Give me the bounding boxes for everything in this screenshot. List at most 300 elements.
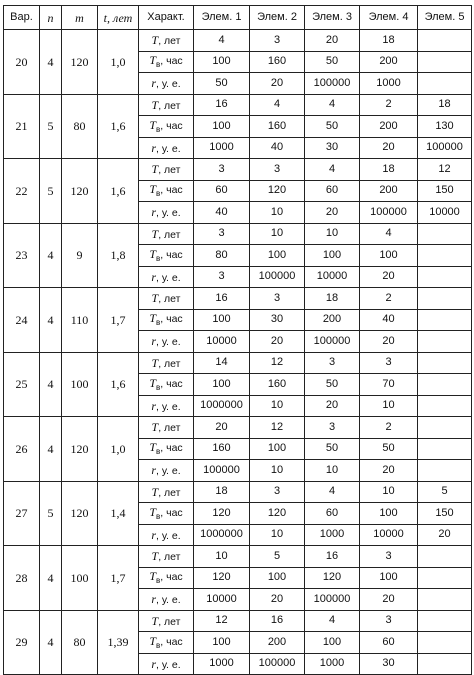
characteristic-cell bbox=[139, 223, 194, 245]
characteristic-unit: , у. е. bbox=[156, 465, 181, 477]
element-5-value: 20 bbox=[418, 524, 472, 546]
element-2-value: 16 bbox=[250, 610, 305, 632]
characteristic-symbol: T bbox=[149, 569, 157, 584]
characteristic-unit: , лет bbox=[158, 228, 181, 241]
header-n: n bbox=[40, 6, 62, 30]
element-1-value: 10000 bbox=[194, 331, 250, 353]
element-3-value: 18 bbox=[305, 288, 360, 310]
characteristic-symbol: r bbox=[151, 205, 157, 219]
element-4-value: 4 bbox=[360, 223, 418, 245]
element-4-value: 100 bbox=[360, 567, 418, 589]
element-2-value: 10 bbox=[250, 524, 305, 546]
element-2-value: 100 bbox=[250, 567, 305, 589]
element-1-value: 50 bbox=[194, 73, 250, 95]
characteristic-symbol: r bbox=[151, 398, 157, 413]
characteristic-unit: , у. е. bbox=[156, 142, 181, 155]
characteristic-symbol: T bbox=[151, 162, 159, 176]
characteristic-unit: , час bbox=[160, 571, 183, 584]
element-4-value: 20 bbox=[360, 266, 418, 288]
header-element-4: Элем. 4 bbox=[360, 6, 418, 30]
element-5-value bbox=[418, 374, 472, 396]
element-1-value: 120 bbox=[194, 503, 250, 525]
element-4-value: 3 bbox=[360, 352, 418, 374]
element-3-value: 4 bbox=[305, 610, 360, 632]
characteristic-symbol: T bbox=[151, 549, 159, 563]
element-2-value: 120 bbox=[250, 180, 305, 202]
m-cell: 9 bbox=[62, 223, 98, 288]
characteristic-unit: , час bbox=[160, 506, 183, 519]
element-5-value: 130 bbox=[418, 116, 472, 138]
element-4-value: 2 bbox=[360, 417, 418, 439]
characteristic-cell bbox=[139, 546, 194, 568]
m-cell: 110 bbox=[62, 288, 98, 353]
m-cell: 120 bbox=[62, 159, 98, 224]
element-4-value: 20 bbox=[360, 460, 418, 482]
characteristic-symbol: r bbox=[151, 334, 157, 348]
characteristic-cell bbox=[139, 567, 194, 589]
characteristic-subscript: в bbox=[156, 60, 161, 70]
element-1-value: 10000 bbox=[194, 589, 250, 611]
element-2-value: 5 bbox=[250, 546, 305, 568]
element-5-value bbox=[418, 567, 472, 589]
characteristic-cell bbox=[139, 653, 194, 675]
t-cell: 1,6 bbox=[98, 159, 139, 224]
characteristic-unit: , у. е. bbox=[156, 78, 181, 90]
element-5-value: 5 bbox=[418, 481, 472, 503]
characteristic-cell bbox=[139, 245, 194, 267]
t-cell: 1,0 bbox=[98, 417, 139, 482]
element-4-value: 3 bbox=[360, 546, 418, 568]
characteristic-unit: , у. е. bbox=[156, 594, 181, 606]
n-cell: 4 bbox=[40, 30, 62, 95]
element-1-value: 1000 bbox=[194, 653, 250, 675]
element-3-value: 60 bbox=[305, 503, 360, 525]
characteristic-symbol: T bbox=[149, 504, 157, 519]
element-1-value: 4 bbox=[194, 30, 250, 52]
variant-number-cell: 27 bbox=[4, 481, 40, 546]
element-3-value: 4 bbox=[305, 481, 360, 503]
characteristic-unit: , час bbox=[160, 55, 183, 68]
element-2-value: 20 bbox=[250, 589, 305, 611]
element-4-value: 10 bbox=[360, 395, 418, 417]
element-4-value: 200 bbox=[360, 180, 418, 202]
element-5-value bbox=[418, 460, 472, 482]
element-5-value: 12 bbox=[418, 159, 472, 181]
variant-number-cell: 20 bbox=[4, 30, 40, 95]
characteristic-symbol: T bbox=[149, 117, 157, 132]
element-3-value: 16 bbox=[305, 546, 360, 568]
element-5-value bbox=[418, 51, 472, 73]
characteristic-cell bbox=[139, 202, 194, 224]
element-1-value: 3 bbox=[194, 223, 250, 245]
element-3-value: 1000 bbox=[305, 524, 360, 546]
characteristic-unit: , у. е. bbox=[156, 336, 181, 348]
characteristic-symbol: r bbox=[151, 140, 157, 155]
element-5-value bbox=[418, 589, 472, 611]
variant-number-cell: 24 bbox=[4, 288, 40, 353]
header-row bbox=[4, 6, 472, 30]
element-3-value: 200 bbox=[305, 309, 360, 331]
element-2-value: 100000 bbox=[250, 653, 305, 675]
element-5-value bbox=[418, 417, 472, 439]
element-1-value: 160 bbox=[194, 438, 250, 460]
element-5-value bbox=[418, 632, 472, 654]
characteristic-unit: , лет bbox=[158, 551, 181, 563]
element-1-value: 100 bbox=[194, 309, 250, 331]
n-cell: 4 bbox=[40, 223, 62, 288]
characteristic-cell bbox=[139, 524, 194, 546]
element-3-value: 10000 bbox=[305, 266, 360, 288]
characteristic-subscript: в bbox=[156, 640, 161, 650]
element-1-value: 60 bbox=[194, 180, 250, 202]
element-2-value: 200 bbox=[250, 632, 305, 654]
element-1-value: 1000000 bbox=[194, 395, 250, 417]
element-3-value: 100000 bbox=[305, 73, 360, 95]
t-cell: 1,4 bbox=[98, 481, 139, 546]
characteristic-symbol: T bbox=[149, 246, 157, 261]
characteristic-cell bbox=[139, 288, 194, 310]
element-2-value: 20 bbox=[250, 73, 305, 95]
element-5-value bbox=[418, 288, 472, 310]
element-5-value: 100000 bbox=[418, 137, 472, 159]
characteristic-symbol: T bbox=[151, 33, 159, 47]
element-3-value: 30 bbox=[305, 137, 360, 159]
characteristic-symbol: T bbox=[151, 291, 159, 305]
variant-number-cell: 25 bbox=[4, 352, 40, 417]
characteristic-subscript: в bbox=[156, 576, 161, 586]
m-cell: 80 bbox=[62, 610, 98, 675]
element-4-value: 70 bbox=[360, 374, 418, 396]
header-element-1: Элем. 1 bbox=[194, 6, 250, 30]
element-3-value: 50 bbox=[305, 374, 360, 396]
element-4-value: 100 bbox=[360, 245, 418, 267]
element-1-value: 10 bbox=[194, 546, 250, 568]
characteristic-symbol: r bbox=[151, 656, 157, 671]
element-3-value: 100 bbox=[305, 245, 360, 267]
characteristic-symbol: T bbox=[149, 182, 157, 197]
characteristic-unit: , у. е. bbox=[156, 207, 181, 219]
characteristic-subscript: в bbox=[156, 447, 161, 457]
characteristic-symbol: T bbox=[149, 440, 157, 455]
characteristic-unit: , лет bbox=[158, 615, 181, 628]
characteristic-cell bbox=[139, 30, 194, 52]
element-4-value: 100000 bbox=[360, 202, 418, 224]
characteristic-unit: , у. е. bbox=[156, 658, 181, 671]
m-cell: 120 bbox=[62, 30, 98, 95]
element-4-value: 18 bbox=[360, 159, 418, 181]
element-1-value: 100 bbox=[194, 632, 250, 654]
element-5-value bbox=[418, 546, 472, 568]
characteristic-cell bbox=[139, 481, 194, 503]
element-3-value: 100 bbox=[305, 632, 360, 654]
element-1-value: 40 bbox=[194, 202, 250, 224]
element-3-value: 120 bbox=[305, 567, 360, 589]
m-cell: 120 bbox=[62, 417, 98, 482]
characteristic-cell bbox=[139, 116, 194, 138]
characteristic-cell bbox=[139, 460, 194, 482]
element-5-value bbox=[418, 266, 472, 288]
element-1-value: 16 bbox=[194, 94, 250, 116]
t-cell: 1,8 bbox=[98, 223, 139, 288]
element-2-value: 20 bbox=[250, 331, 305, 353]
element-4-value: 3 bbox=[360, 610, 418, 632]
characteristic-symbol: T bbox=[149, 633, 157, 648]
characteristic-cell bbox=[139, 610, 194, 632]
element-3-value: 100000 bbox=[305, 331, 360, 353]
characteristic-subscript: в bbox=[156, 318, 161, 328]
header-characteristic: Характ. bbox=[139, 6, 194, 30]
element-5-value: 10000 bbox=[418, 202, 472, 224]
characteristic-cell bbox=[139, 94, 194, 116]
element-1-value: 16 bbox=[194, 288, 250, 310]
element-4-value: 18 bbox=[360, 30, 418, 52]
characteristic-subscript: в bbox=[156, 189, 161, 199]
element-1-value: 100000 bbox=[194, 460, 250, 482]
element-1-value: 120 bbox=[194, 567, 250, 589]
characteristic-symbol: T bbox=[151, 226, 159, 241]
table-row bbox=[4, 159, 472, 181]
characteristic-cell bbox=[139, 395, 194, 417]
element-4-value: 30 bbox=[360, 653, 418, 675]
n-cell: 4 bbox=[40, 288, 62, 353]
element-1-value: 1000000 bbox=[194, 524, 250, 546]
element-1-value: 100 bbox=[194, 51, 250, 73]
characteristic-unit: , у. е. bbox=[156, 529, 181, 542]
element-4-value: 10 bbox=[360, 481, 418, 503]
characteristic-symbol: r bbox=[151, 527, 157, 542]
characteristic-cell bbox=[139, 266, 194, 288]
element-1-value: 80 bbox=[194, 245, 250, 267]
m-cell: 100 bbox=[62, 352, 98, 417]
element-2-value: 3 bbox=[250, 288, 305, 310]
characteristic-symbol: r bbox=[151, 592, 157, 606]
header-element-5: Элем. 5 bbox=[418, 6, 472, 30]
element-3-value: 50 bbox=[305, 51, 360, 73]
element-2-value: 160 bbox=[250, 374, 305, 396]
characteristic-unit: , у. е. bbox=[156, 271, 181, 284]
element-4-value: 200 bbox=[360, 116, 418, 138]
element-5-value: 150 bbox=[418, 180, 472, 202]
element-1-value: 100 bbox=[194, 374, 250, 396]
element-3-value: 100000 bbox=[305, 589, 360, 611]
characteristic-cell bbox=[139, 331, 194, 353]
characteristic-unit: , у. е. bbox=[156, 400, 181, 413]
variant-number-cell: 21 bbox=[4, 94, 40, 159]
table-body bbox=[4, 30, 472, 675]
characteristic-symbol: T bbox=[151, 355, 159, 370]
characteristic-cell bbox=[139, 309, 194, 331]
element-4-value: 200 bbox=[360, 51, 418, 73]
t-cell: 1,0 bbox=[98, 30, 139, 95]
element-2-value: 160 bbox=[250, 51, 305, 73]
t-cell: 1,6 bbox=[98, 352, 139, 417]
element-2-value: 3 bbox=[250, 481, 305, 503]
table-row bbox=[4, 352, 472, 374]
element-3-value: 50 bbox=[305, 116, 360, 138]
element-5-value: 150 bbox=[418, 503, 472, 525]
element-4-value: 10000 bbox=[360, 524, 418, 546]
characteristic-cell bbox=[139, 352, 194, 374]
t-cell: 1,7 bbox=[98, 546, 139, 611]
element-5-value bbox=[418, 395, 472, 417]
element-1-value: 12 bbox=[194, 610, 250, 632]
characteristic-symbol: r bbox=[151, 76, 157, 90]
element-5-value bbox=[418, 73, 472, 95]
variant-number-cell: 28 bbox=[4, 546, 40, 611]
characteristic-unit: , час bbox=[160, 313, 183, 326]
table-row bbox=[4, 546, 472, 568]
element-3-value: 10 bbox=[305, 460, 360, 482]
element-3-value: 10 bbox=[305, 223, 360, 245]
element-2-value: 10 bbox=[250, 460, 305, 482]
characteristic-cell bbox=[139, 51, 194, 73]
m-cell: 80 bbox=[62, 94, 98, 159]
characteristic-cell bbox=[139, 137, 194, 159]
characteristic-symbol: T bbox=[151, 613, 159, 628]
characteristic-symbol: r bbox=[151, 463, 157, 477]
characteristic-unit: , лет bbox=[158, 293, 181, 305]
element-3-value: 60 bbox=[305, 180, 360, 202]
element-4-value: 2 bbox=[360, 288, 418, 310]
variant-number-cell: 23 bbox=[4, 223, 40, 288]
element-2-value: 12 bbox=[250, 417, 305, 439]
element-1-value: 20 bbox=[194, 417, 250, 439]
characteristic-unit: , лет bbox=[158, 486, 181, 499]
element-4-value: 60 bbox=[360, 632, 418, 654]
characteristic-unit: , час bbox=[160, 184, 183, 197]
element-1-value: 100 bbox=[194, 116, 250, 138]
t-cell: 1,6 bbox=[98, 94, 139, 159]
element-2-value: 3 bbox=[250, 159, 305, 181]
element-1-value: 14 bbox=[194, 352, 250, 374]
element-4-value: 1000 bbox=[360, 73, 418, 95]
characteristic-symbol: T bbox=[151, 420, 159, 434]
header-t: t, лет bbox=[98, 6, 139, 30]
element-2-value: 4 bbox=[250, 94, 305, 116]
characteristic-symbol: T bbox=[149, 311, 157, 326]
characteristic-symbol: T bbox=[151, 484, 159, 499]
element-2-value: 12 bbox=[250, 352, 305, 374]
characteristic-unit: , час bbox=[160, 442, 183, 455]
element-2-value: 160 bbox=[250, 116, 305, 138]
element-5-value bbox=[418, 245, 472, 267]
element-4-value: 50 bbox=[360, 438, 418, 460]
table-row bbox=[4, 223, 472, 245]
table-row bbox=[4, 417, 472, 439]
t-cell: 1,7 bbox=[98, 288, 139, 353]
element-4-value: 2 bbox=[360, 94, 418, 116]
characteristic-unit: , час bbox=[160, 119, 183, 132]
n-cell: 4 bbox=[40, 546, 62, 611]
element-4-value: 20 bbox=[360, 589, 418, 611]
t-cell: 1,39 bbox=[98, 610, 139, 675]
element-5-value bbox=[418, 331, 472, 353]
element-2-value: 100 bbox=[250, 245, 305, 267]
characteristic-subscript: в bbox=[156, 511, 161, 521]
characteristic-symbol: T bbox=[149, 53, 157, 68]
element-2-value: 30 bbox=[250, 309, 305, 331]
characteristic-subscript: в bbox=[156, 382, 161, 392]
element-2-value: 10 bbox=[250, 223, 305, 245]
element-1-value: 18 bbox=[194, 481, 250, 503]
n-cell: 4 bbox=[40, 352, 62, 417]
element-2-value: 100 bbox=[250, 438, 305, 460]
characteristic-cell bbox=[139, 159, 194, 181]
element-1-value: 1000 bbox=[194, 137, 250, 159]
element-2-value: 40 bbox=[250, 137, 305, 159]
table-row bbox=[4, 30, 472, 52]
n-cell: 5 bbox=[40, 159, 62, 224]
characteristic-cell bbox=[139, 503, 194, 525]
variant-number-cell: 29 bbox=[4, 610, 40, 675]
characteristic-symbol: T bbox=[149, 375, 157, 390]
n-cell: 5 bbox=[40, 94, 62, 159]
characteristic-unit: , лет bbox=[158, 164, 181, 176]
element-5-value: 18 bbox=[418, 94, 472, 116]
characteristic-cell bbox=[139, 438, 194, 460]
element-4-value: 20 bbox=[360, 137, 418, 159]
variant-number-cell: 22 bbox=[4, 159, 40, 224]
characteristic-unit: , час bbox=[160, 377, 183, 390]
element-2-value: 100000 bbox=[250, 266, 305, 288]
element-3-value: 1000 bbox=[305, 653, 360, 675]
characteristic-unit: , лет bbox=[158, 357, 181, 370]
n-cell: 4 bbox=[40, 610, 62, 675]
table-row bbox=[4, 288, 472, 310]
element-5-value bbox=[418, 223, 472, 245]
header-variant: Вар. bbox=[4, 6, 40, 30]
header-m: m bbox=[62, 6, 98, 30]
characteristic-symbol: T bbox=[151, 97, 159, 112]
element-5-value bbox=[418, 30, 472, 52]
characteristic-cell bbox=[139, 73, 194, 95]
header-element-2: Элем. 2 bbox=[250, 6, 305, 30]
reliability-variants-table bbox=[3, 5, 472, 675]
element-3-value: 3 bbox=[305, 417, 360, 439]
characteristic-unit: , час bbox=[160, 248, 183, 261]
characteristic-unit: , лет bbox=[158, 99, 181, 112]
characteristic-symbol: r bbox=[151, 269, 157, 284]
characteristic-cell bbox=[139, 417, 194, 439]
element-4-value: 20 bbox=[360, 331, 418, 353]
table-row bbox=[4, 94, 472, 116]
m-cell: 120 bbox=[62, 481, 98, 546]
element-3-value: 20 bbox=[305, 30, 360, 52]
element-5-value bbox=[418, 438, 472, 460]
header-element-3: Элем. 3 bbox=[305, 6, 360, 30]
element-2-value: 10 bbox=[250, 202, 305, 224]
element-4-value: 100 bbox=[360, 503, 418, 525]
characteristic-cell bbox=[139, 589, 194, 611]
variant-number-cell: 26 bbox=[4, 417, 40, 482]
element-3-value: 20 bbox=[305, 202, 360, 224]
characteristic-subscript: в bbox=[156, 253, 161, 263]
element-5-value bbox=[418, 610, 472, 632]
element-5-value bbox=[418, 309, 472, 331]
m-cell: 100 bbox=[62, 546, 98, 611]
element-3-value: 4 bbox=[305, 159, 360, 181]
element-2-value: 3 bbox=[250, 30, 305, 52]
table-row bbox=[4, 610, 472, 632]
characteristic-cell bbox=[139, 374, 194, 396]
characteristic-cell bbox=[139, 632, 194, 654]
element-2-value: 10 bbox=[250, 395, 305, 417]
characteristic-cell bbox=[139, 180, 194, 202]
element-5-value bbox=[418, 653, 472, 675]
characteristic-unit: , час bbox=[160, 635, 183, 648]
table-row bbox=[4, 481, 472, 503]
element-3-value: 3 bbox=[305, 352, 360, 374]
